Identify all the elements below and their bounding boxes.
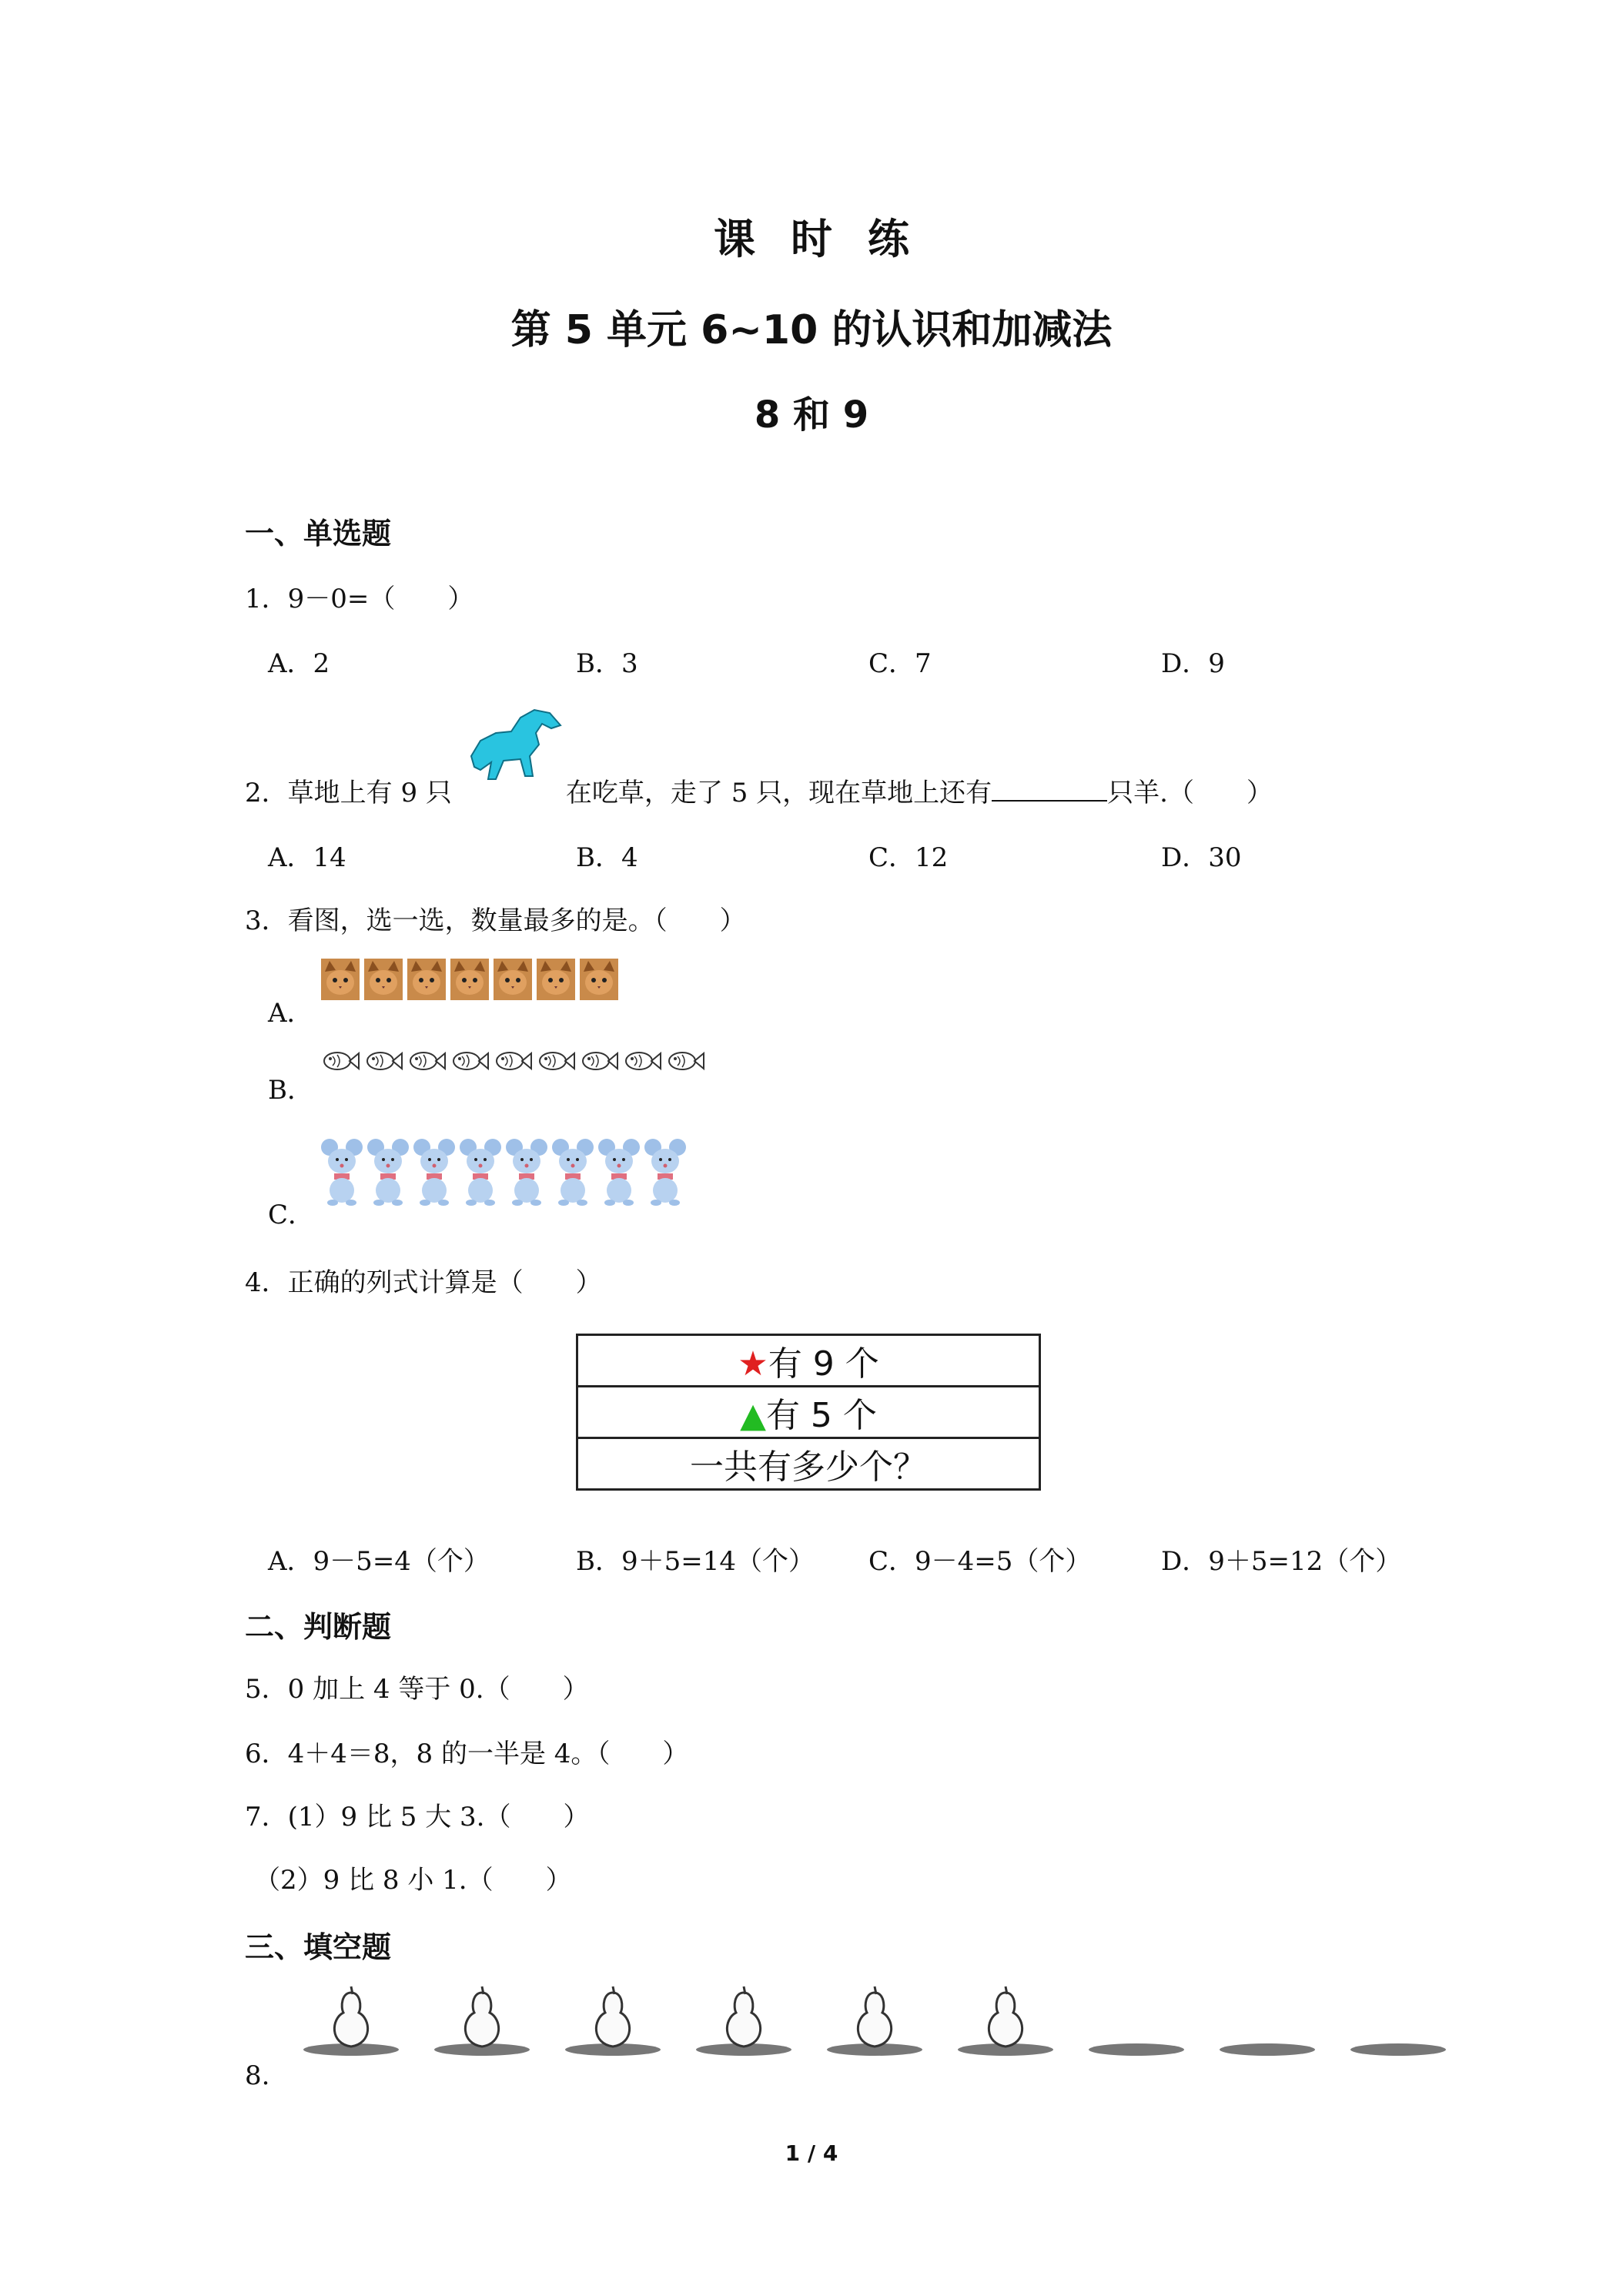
fish-icon xyxy=(622,1047,662,1075)
q8-pears-row xyxy=(297,1983,1452,2060)
fish-icon xyxy=(320,1047,360,1075)
question-7a: 7．(1）9 比 5 大 3.（ ） xyxy=(245,1802,590,1832)
pear-on-plate-icon xyxy=(559,1983,667,2060)
pear-on-plate-icon xyxy=(821,1983,929,2060)
q3-fish-row xyxy=(320,1047,705,1075)
mouse-icon xyxy=(597,1135,641,1206)
question-1: 1．9－0=（ ） xyxy=(245,584,474,614)
q1-option-c: C．7 xyxy=(868,648,932,679)
question-3: 3．看图，选一选，数量最多的是。（ ） xyxy=(245,905,746,936)
question-5: 5．0 加上 4 等于 0.（ ） xyxy=(245,1674,589,1705)
q2-text-before: 2．草地上有 9 只 xyxy=(245,778,452,808)
cat-icon xyxy=(579,958,619,1001)
mouse-icon xyxy=(505,1135,548,1206)
q4-row-question: 一共有多少个？ xyxy=(577,1438,1040,1490)
page-number: 1 / 4 xyxy=(785,2140,838,2166)
q3-option-c: C． xyxy=(268,1200,315,1230)
mouse-icon xyxy=(644,1135,687,1206)
q4-option-b: B．9＋5=14（个） xyxy=(576,1546,815,1577)
pear-on-plate-icon xyxy=(297,1983,405,2060)
q2-option-a: A．14 xyxy=(268,842,346,873)
lamb-icon xyxy=(465,702,565,787)
empty-plate-icon xyxy=(1344,1983,1452,2060)
mouse-icon xyxy=(413,1135,456,1206)
pear-on-plate-icon xyxy=(690,1983,798,2060)
cat-icon xyxy=(363,958,403,1001)
question-8-label: 8. xyxy=(245,2060,270,2091)
triangle-icon: ▲ xyxy=(740,1396,766,1435)
question-2 xyxy=(245,771,1273,809)
q2-text-end: 只羊.（ ） xyxy=(1107,778,1273,808)
fish-icon xyxy=(407,1047,447,1075)
empty-plate-icon xyxy=(1083,1983,1190,2060)
worksheet-title: 课时练 xyxy=(714,215,945,263)
mouse-icon xyxy=(366,1135,410,1206)
section-single-choice: 一、单选题 xyxy=(245,517,392,551)
mouse-icon xyxy=(459,1135,502,1206)
q3-option-b: B． xyxy=(268,1075,313,1106)
q1-option-b: B．3 xyxy=(576,648,638,679)
cat-icon xyxy=(536,958,576,1001)
question-6: 6．4＋4＝8，8 的一半是 4。（ ） xyxy=(245,1739,689,1769)
cat-icon xyxy=(493,958,533,1001)
fish-icon xyxy=(665,1047,705,1075)
q3-option-a: A． xyxy=(268,998,313,1029)
lesson-title: 8 和 9 xyxy=(754,393,869,437)
fish-icon xyxy=(579,1047,619,1075)
q4-info-table xyxy=(576,1334,1041,1491)
q1-option-d: D．9 xyxy=(1161,648,1225,679)
fish-icon xyxy=(363,1047,403,1075)
fish-icon xyxy=(536,1047,576,1075)
mouse-icon xyxy=(551,1135,594,1206)
cat-icon xyxy=(450,958,490,1001)
cat-icon xyxy=(320,958,360,1001)
q2-blank xyxy=(992,777,1107,802)
question-7b: （2）9 比 8 小 1.（ ） xyxy=(254,1865,572,1896)
pear-on-plate-icon xyxy=(428,1983,536,2060)
q3-mice-row xyxy=(320,1135,687,1206)
pear-on-plate-icon xyxy=(952,1983,1059,2060)
section-true-false: 二、判断题 xyxy=(245,1610,392,1644)
q3-cats-row xyxy=(320,958,619,1001)
section-fill-blank: 三、填空题 xyxy=(245,1930,392,1964)
mouse-icon xyxy=(320,1135,363,1206)
q2-option-c: C．12 xyxy=(868,842,949,873)
q2-option-d: D．30 xyxy=(1161,842,1242,873)
q2-text-after: 在吃草，走了 5 只，现在草地上还有 xyxy=(565,778,992,808)
unit-title: 第 5 单元 6~10 的认识和加减法 xyxy=(510,307,1113,353)
fish-icon xyxy=(493,1047,533,1075)
q4-row-star: ★有 9 个 xyxy=(577,1335,1040,1387)
empty-plate-icon xyxy=(1213,1983,1321,2060)
q4-option-c: C．9－4=5（个） xyxy=(868,1546,1092,1577)
q4-option-d: D．9＋5=12（个） xyxy=(1161,1546,1402,1577)
fish-icon xyxy=(450,1047,490,1075)
q1-option-a: A．2 xyxy=(268,648,330,679)
q2-option-b: B．4 xyxy=(576,842,638,873)
question-4: 4．正确的列式计算是（ ） xyxy=(245,1267,602,1298)
star-icon: ★ xyxy=(738,1344,768,1384)
q4-option-a: A．9－5=4（个） xyxy=(268,1546,490,1577)
cat-icon xyxy=(407,958,447,1001)
q4-row-triangle: ▲有 5 个 xyxy=(577,1387,1040,1438)
